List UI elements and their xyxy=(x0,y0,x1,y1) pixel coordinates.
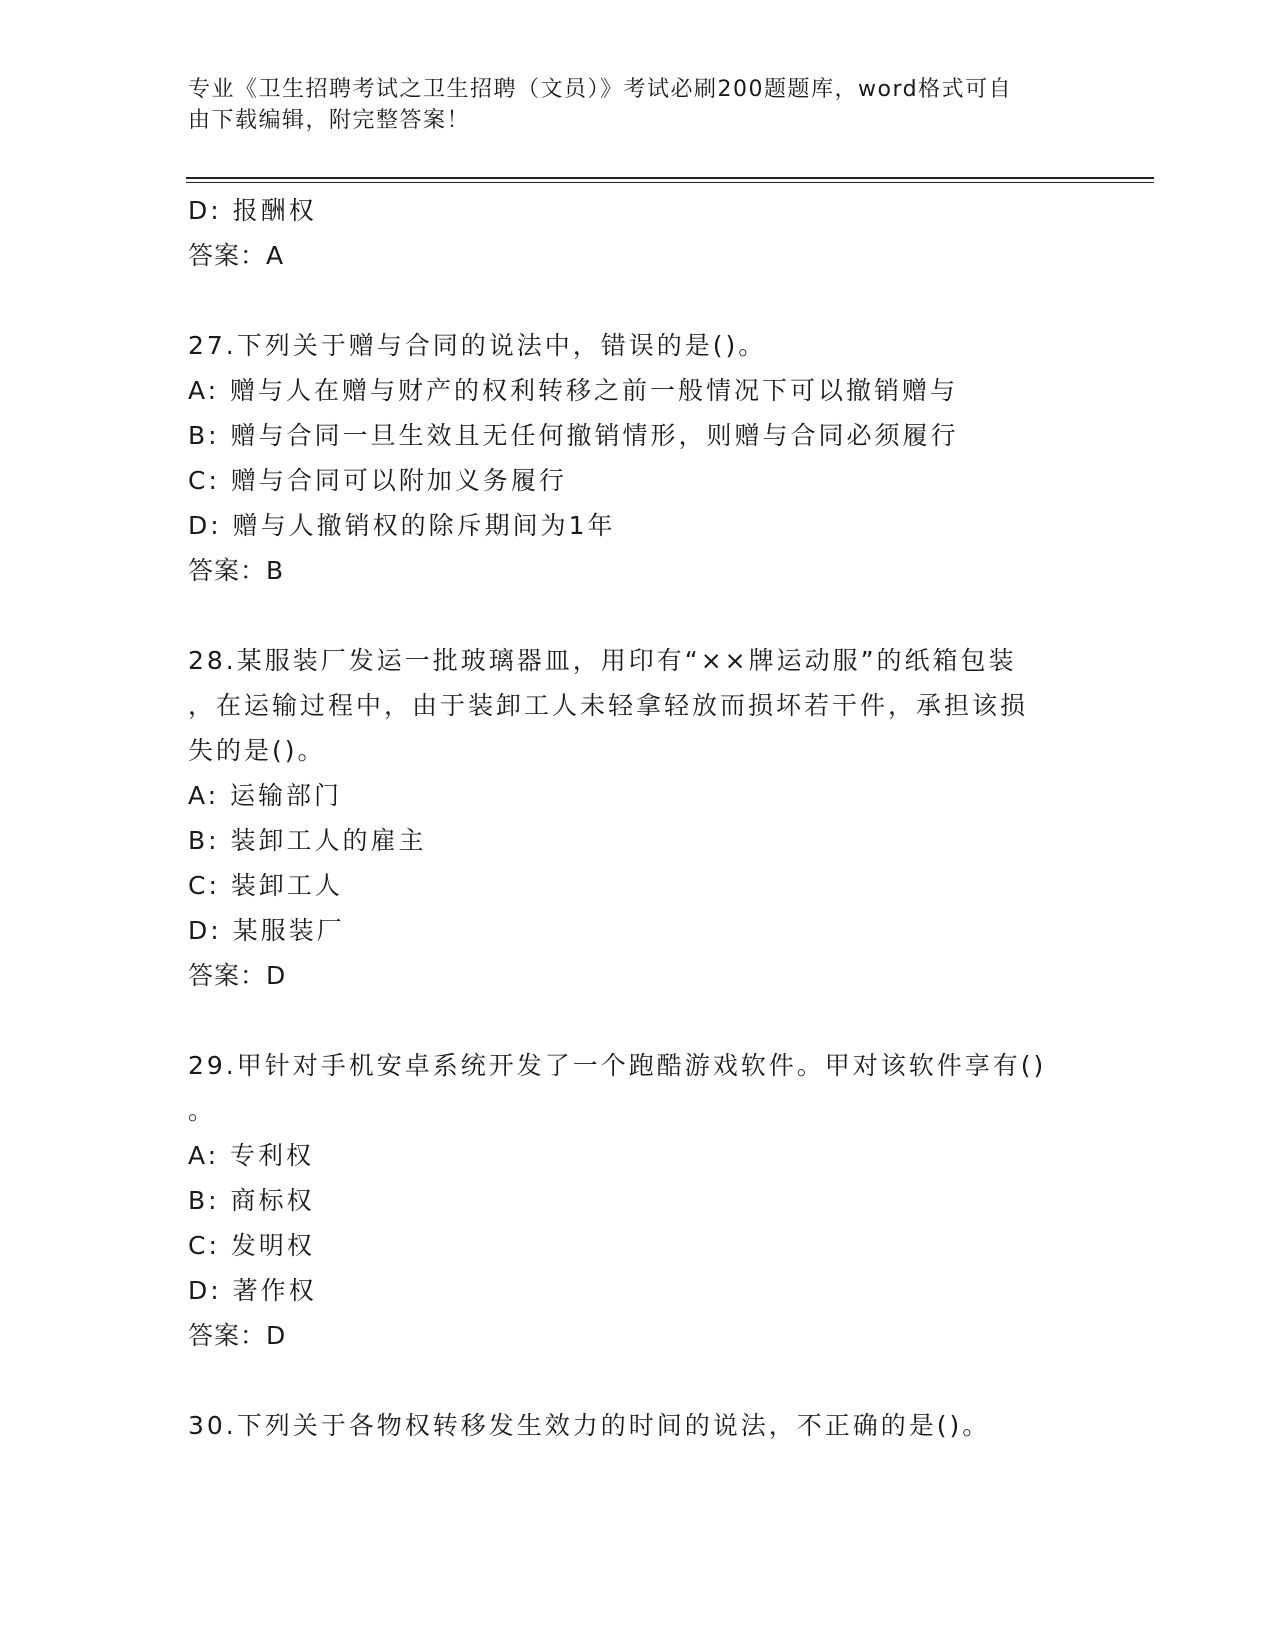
spacer xyxy=(188,593,1088,638)
question-27-option-a: A: 赠与人在赠与财产的权利转移之前一般情况下可以撤销赠与 xyxy=(188,376,959,405)
question-29-answer: 答案：D xyxy=(188,1321,287,1350)
header-title-line-2: 由下载编辑，附完整答案！ xyxy=(188,108,471,133)
question-27-stem: 27.下列关于赠与合同的说法中，错误的是()。 xyxy=(188,331,767,360)
question-29 xyxy=(188,1043,1088,1358)
header-rule-thick xyxy=(186,177,1154,179)
question-29-option-b: B: 商标权 xyxy=(188,1186,315,1215)
question-29-option-d: D: 著作权 xyxy=(188,1276,317,1305)
question-28-option-c: C: 装卸工人 xyxy=(188,871,343,900)
question-28-stem-line-3: 失的是()。 xyxy=(188,736,326,765)
spacer xyxy=(188,278,1088,323)
prev-option-d: D: 报酬权 xyxy=(188,196,317,225)
question-27-option-b: B: 赠与合同一旦生效且无任何撤销情形，则赠与合同必须履行 xyxy=(188,421,959,450)
question-28-stem-line-1: 28.某服装厂发运一批玻璃器皿，用印有“××牌运动服”的纸箱包装 xyxy=(188,646,1017,675)
prev-answer: 答案：A xyxy=(188,241,285,270)
question-29-stem-line-2: 。 xyxy=(188,1096,217,1125)
question-28-option-d: D: 某服装厂 xyxy=(188,916,345,945)
question-29-option-a: A: 专利权 xyxy=(188,1141,315,1170)
question-27-answer: 答案：B xyxy=(188,556,285,585)
question-list xyxy=(188,188,1088,1448)
spacer xyxy=(188,998,1088,1043)
question-29-stem-line-1: 29.甲针对手机安卓系统开发了一个跑酷游戏软件。甲对该软件享有() xyxy=(188,1051,1047,1080)
question-30 xyxy=(188,1403,1088,1448)
question-27 xyxy=(188,323,1088,593)
spacer xyxy=(188,1358,1088,1403)
question-28-option-a: A: 运输部门 xyxy=(188,781,343,810)
question-28 xyxy=(188,638,1088,998)
header-rule-thin xyxy=(186,182,1154,183)
question-30-stem: 30.下列关于各物权转移发生效力的时间的说法，不正确的是()。 xyxy=(188,1411,991,1440)
question-27-option-c: C: 赠与合同可以附加义务履行 xyxy=(188,466,567,495)
document-header xyxy=(188,74,1068,136)
question-28-option-b: B: 装卸工人的雇主 xyxy=(188,826,427,855)
header-title-line-1: 专业《卫生招聘考试之卫生招聘（文员）》考试必刷200题题库，word格式可自 xyxy=(188,77,1013,102)
question-28-answer: 答案：D xyxy=(188,961,287,990)
question-29-option-c: C: 发明权 xyxy=(188,1231,315,1260)
question-27-option-d: D: 赠与人撤销权的除斥期间为1年 xyxy=(188,511,616,540)
question-28-stem-line-2: ，在运输过程中，由于装卸工人未轻拿轻放而损坏若干件，承担该损 xyxy=(188,691,1029,720)
